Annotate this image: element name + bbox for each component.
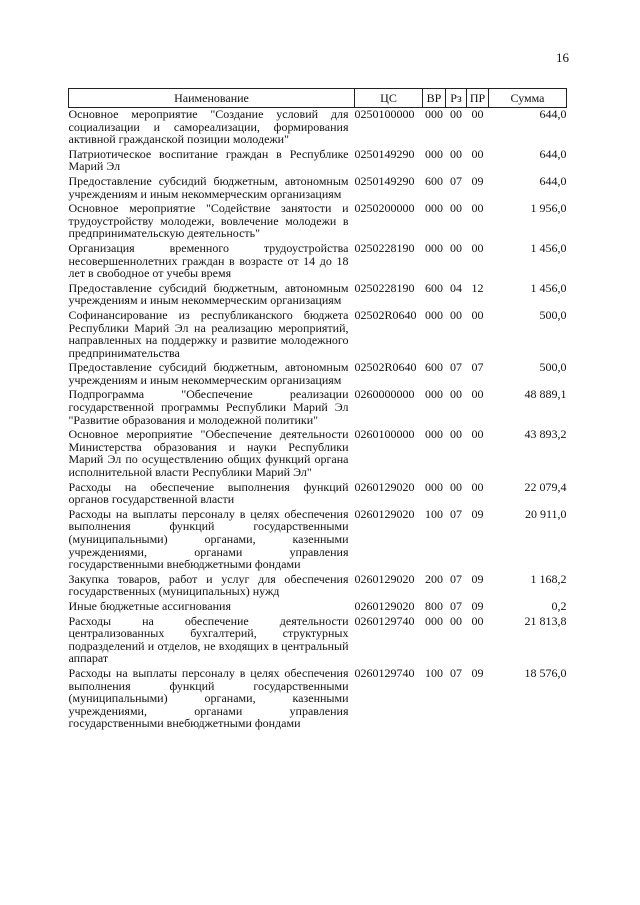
cell-pr: 00 <box>471 427 484 442</box>
cell-sum: 21 813,8 <box>524 613 567 628</box>
table-row <box>69 242 567 282</box>
cell-sum: 1 168,2 <box>530 571 567 586</box>
cell-rz: 07 <box>450 665 462 680</box>
header-sum: Сумма <box>489 89 567 108</box>
cell-cs: 0260129740 <box>354 665 415 680</box>
header-name: Наименование <box>69 89 355 108</box>
cell-name: Расходы на обеспечение выполнения функций органов государственной власти <box>68 479 349 507</box>
cell-sum: 644,0 <box>539 107 567 121</box>
cell-cs: 0250200000 <box>354 201 415 216</box>
cell-name: Основное мероприятие "Обеспечение деятельности Министерства образования и науки Республики Марий Эл по осуществлению общих функций органа исполнительной власти Республики Марий Эл" <box>68 427 349 480</box>
cell-sum: 0,2 <box>551 598 567 613</box>
cell-pr: 07 <box>471 360 484 375</box>
table-row <box>69 600 567 615</box>
cell-name: Организация временного трудоустройства несовершеннолетних граждан в возрасте от 14 до 18 лет в свободное от учебы время <box>68 240 349 281</box>
cell-vr: 000 <box>425 387 443 402</box>
cell-sum: 500,0 <box>539 360 567 375</box>
header-rz: Рз <box>446 89 467 108</box>
cell-vr: 000 <box>425 201 443 216</box>
table-row <box>69 428 567 480</box>
table-row <box>69 309 567 361</box>
cell-sum: 18 576,0 <box>524 665 567 680</box>
cell-pr: 09 <box>471 571 484 586</box>
cell-name: Расходы на обеспечение деятельности централизованных бухгалтерий, структурных подразделений и отделов, не входящих в центральный аппарат <box>68 613 349 666</box>
header-pr: ПР <box>467 89 489 108</box>
cell-vr: 600 <box>425 280 443 295</box>
cell-pr: 00 <box>471 387 484 402</box>
cell-pr: 00 <box>471 146 484 161</box>
cell-rz: 07 <box>450 360 462 375</box>
cell-sum: 48 889,1 <box>524 387 567 402</box>
table-row <box>69 615 567 667</box>
cell-vr: 000 <box>425 307 443 322</box>
cell-sum: 1 456,0 <box>530 240 567 255</box>
cell-cs: 0250149290 <box>354 173 415 188</box>
table-row <box>69 667 567 732</box>
cell-name: Расходы на выплаты персоналу в целях обеспечения выполнения функций государственными (муниципальными) органами, казенными учреждениями, органами управления государственными внебюджетными фондами <box>68 665 349 731</box>
cell-name: Закупка товаров, работ и услуг для обеспечения государственных (муниципальных) нужд <box>68 571 349 599</box>
cell-cs: 0260000000 <box>354 387 415 402</box>
table-row <box>69 481 567 508</box>
header-vr: ВР <box>423 89 446 108</box>
cell-vr: 000 <box>425 107 443 121</box>
cell-rz: 00 <box>450 146 462 161</box>
cell-rz: 07 <box>450 598 462 613</box>
table-row <box>69 108 567 148</box>
table-row <box>69 175 567 202</box>
cell-cs: 0250149290 <box>354 146 415 161</box>
cell-pr: 09 <box>471 173 484 188</box>
cell-vr: 000 <box>425 240 443 255</box>
cell-pr: 09 <box>471 665 484 680</box>
table-row <box>69 361 567 388</box>
table-row <box>69 388 567 428</box>
table-row <box>69 282 567 309</box>
cell-name: Софинансирование из республиканского бюджета Республики Марий Эл на реализацию мероприятий, направленных на поддержку и развитие молодежного предпринимательства <box>68 307 349 360</box>
cell-rz: 00 <box>450 387 462 402</box>
page-number: 16 <box>556 50 569 65</box>
cell-name: Патриотическое воспитание граждан в Республике Марий Эл <box>68 146 349 174</box>
cell-sum: 1 456,0 <box>530 280 567 295</box>
cell-vr: 600 <box>425 173 443 188</box>
cell-cs: 0260100000 <box>354 427 415 442</box>
cell-name: Предоставление субсидий бюджетным, автономным учреждениям и иным некоммерческим организациям <box>68 360 349 387</box>
cell-rz: 04 <box>450 280 462 295</box>
table-row <box>69 148 567 175</box>
cell-rz: 00 <box>450 307 462 322</box>
table-row <box>69 202 567 242</box>
cell-vr: 000 <box>425 146 443 161</box>
cell-pr: 09 <box>471 598 484 613</box>
cell-pr: 00 <box>471 201 484 216</box>
cell-rz: 07 <box>450 506 462 521</box>
cell-name: Предоставление субсидий бюджетным, автономным учреждениям и иным некоммерческим организациям <box>68 173 349 201</box>
cell-sum: 43 893,2 <box>524 427 567 442</box>
cell-pr: 00 <box>471 613 484 628</box>
cell-sum: 22 079,4 <box>524 479 567 494</box>
cell-rz: 00 <box>450 201 462 216</box>
cell-cs: 0250100000 <box>354 107 415 121</box>
cell-rz: 00 <box>450 107 462 121</box>
cell-pr: 12 <box>471 280 484 295</box>
cell-pr: 00 <box>471 107 484 121</box>
cell-sum: 644,0 <box>539 173 567 188</box>
cell-pr: 00 <box>471 240 484 255</box>
table-row <box>69 573 567 600</box>
cell-rz: 00 <box>450 240 462 255</box>
cell-sum: 500,0 <box>539 307 567 322</box>
cell-sum: 1 956,0 <box>530 201 567 216</box>
cell-sum: 644,0 <box>539 146 567 161</box>
cell-cs: 0250228190 <box>354 280 415 295</box>
cell-vr: 200 <box>425 571 443 586</box>
cell-cs: 0260129020 <box>354 479 415 494</box>
table-header-row <box>69 89 567 108</box>
cell-name: Подпрограмма "Обеспечение реализации государственной программы Республики Марий Эл "Развитие образования и молодежной политики" <box>68 387 349 427</box>
cell-pr: 00 <box>471 479 484 494</box>
cell-vr: 000 <box>425 479 443 494</box>
table-row <box>69 508 567 573</box>
cell-cs: 0250228190 <box>354 240 415 255</box>
cell-vr: 000 <box>425 427 443 442</box>
cell-vr: 100 <box>425 665 443 680</box>
cell-name: Иные бюджетные ассигнования <box>68 598 231 613</box>
cell-cs: 0260129020 <box>354 506 415 521</box>
cell-rz: 00 <box>450 613 462 628</box>
cell-sum: 20 911,0 <box>524 506 567 521</box>
cell-name: Основное мероприятие "Содействие занятости и трудоустройству молодежи, вовлечение молодежи в предпринимательскую деятельность" <box>68 201 349 241</box>
cell-cs: 0260129740 <box>354 613 415 628</box>
cell-vr: 100 <box>425 506 443 521</box>
cell-cs: 02502R0640 <box>354 360 417 375</box>
cell-pr: 09 <box>471 506 484 521</box>
cell-cs: 0260129020 <box>354 571 415 586</box>
cell-rz: 00 <box>450 427 462 442</box>
cell-cs: 02502R0640 <box>354 307 417 322</box>
cell-cs: 0260129020 <box>354 598 415 613</box>
cell-vr: 000 <box>425 613 443 628</box>
cell-pr: 00 <box>471 307 484 322</box>
cell-name: Предоставление субсидий бюджетным, автономным учреждениям и иным некоммерческим организациям <box>68 280 349 308</box>
cell-name: Расходы на выплаты персоналу в целях обеспечения выполнения функций государственными (муниципальными) органами, казенными учреждениями, органами управления государственными внебюджетными фондами <box>68 506 349 572</box>
cell-rz: 07 <box>450 571 462 586</box>
budget-table <box>68 88 567 732</box>
cell-vr: 800 <box>425 598 443 613</box>
cell-name: Основное мероприятие "Создание условий для социализации и самореализации, формирования активной гражданской позиции молодежи" <box>68 107 349 147</box>
header-cs: ЦС <box>355 89 423 108</box>
cell-vr: 600 <box>425 360 443 375</box>
cell-rz: 00 <box>450 479 462 494</box>
cell-rz: 07 <box>450 173 462 188</box>
